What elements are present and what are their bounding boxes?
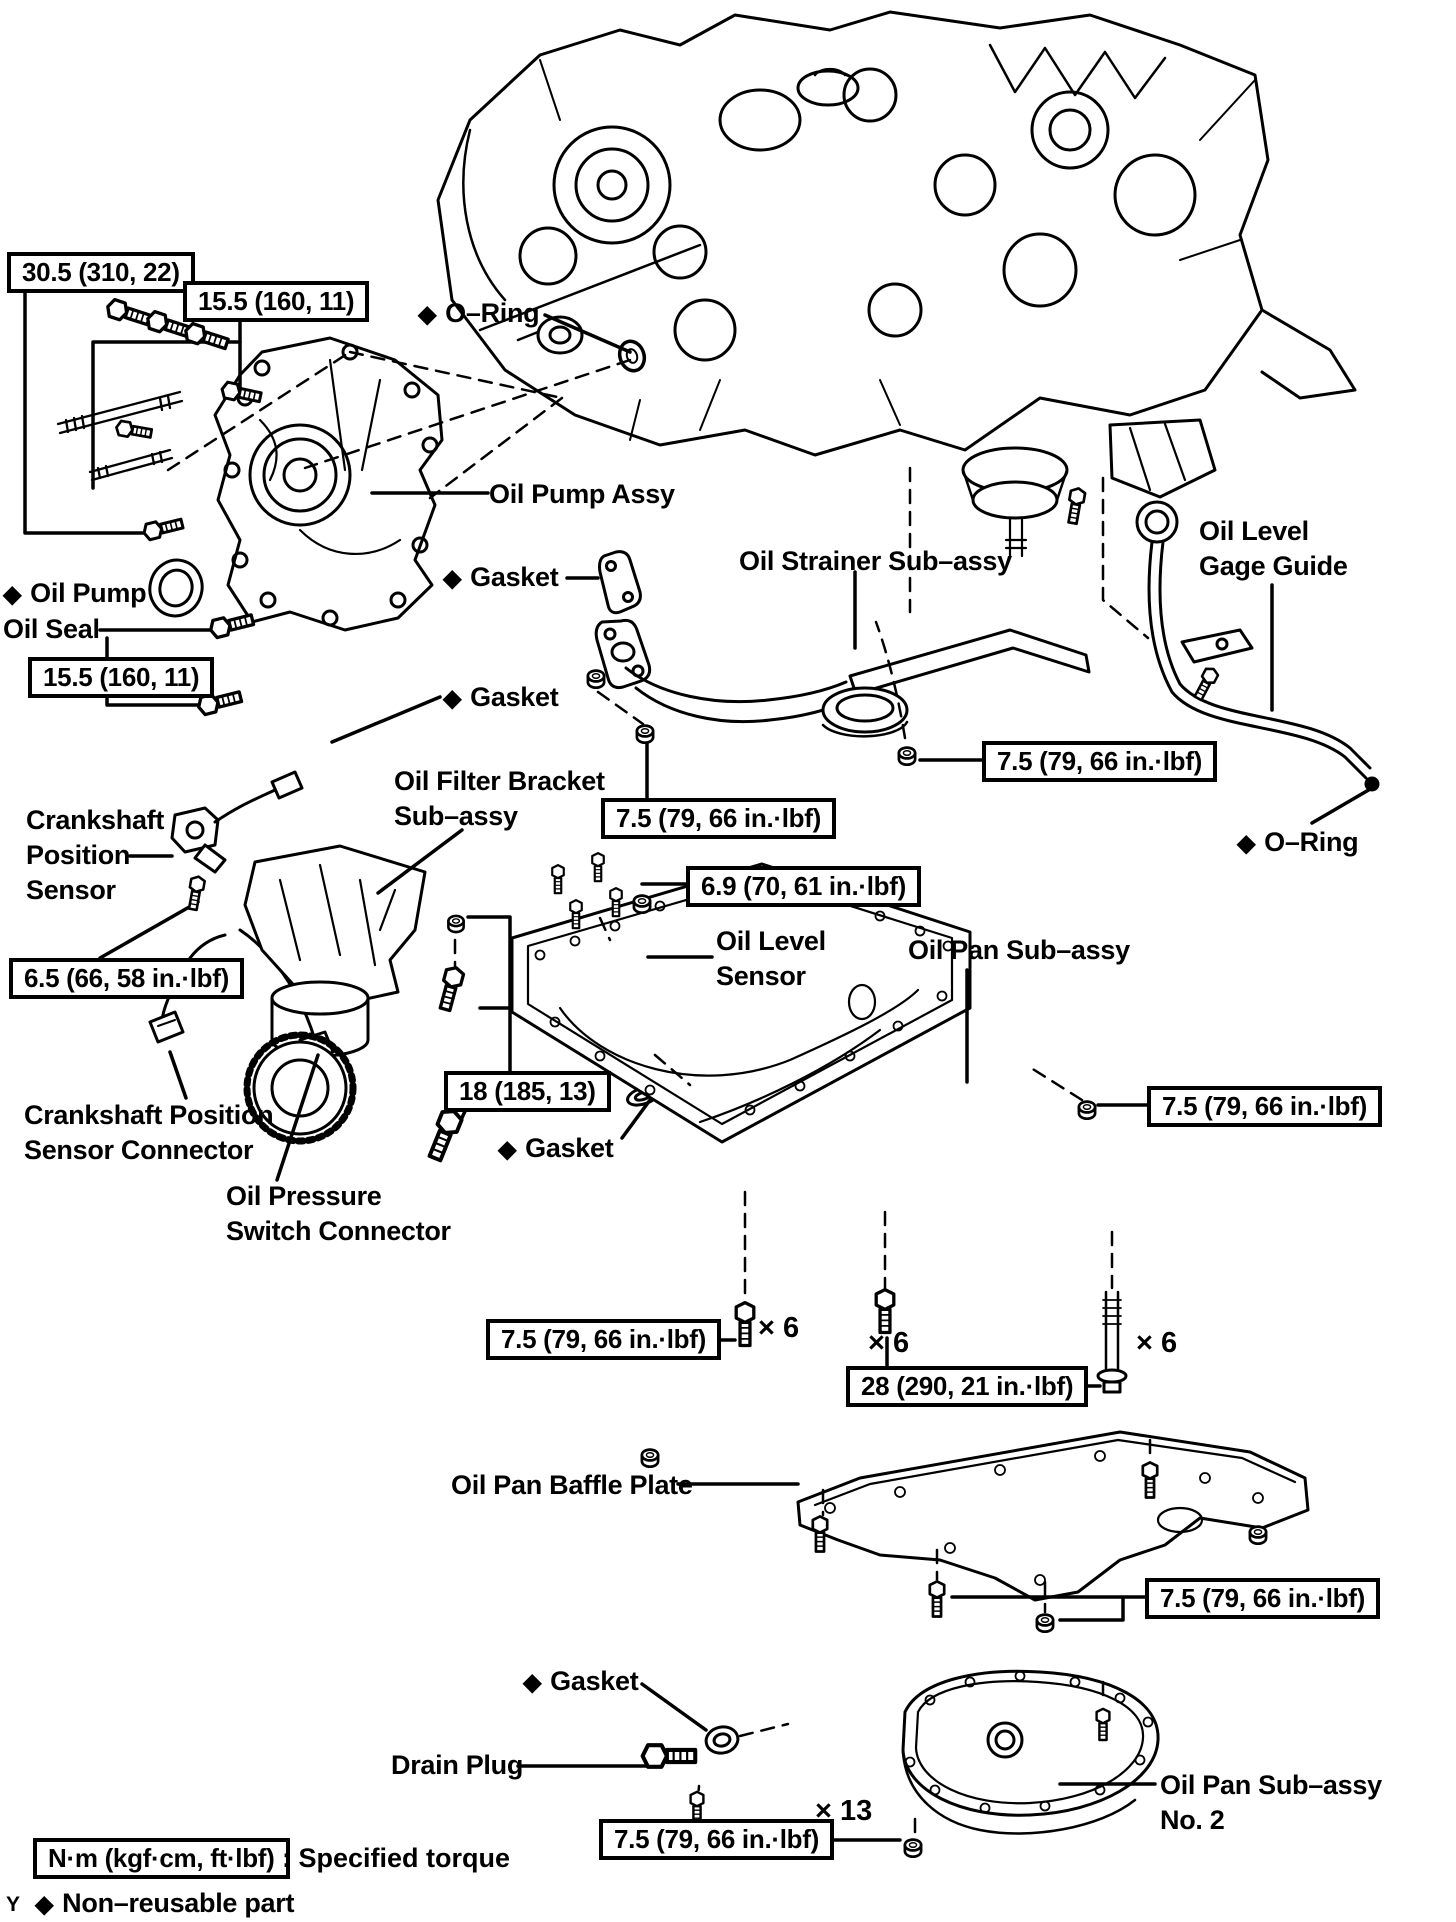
torque-box-7-5-pan-bolts: 7.5 (79, 66 in.·lbf) (486, 1319, 721, 1360)
oil-pan-subassy-no2-art (903, 1671, 1158, 1833)
legend-torque-caption: : Specified torque (282, 1843, 511, 1873)
non-reusable-diamond-icon: ◆ (35, 1891, 54, 1918)
engine-block-art (438, 12, 1355, 556)
non-reusable-diamond-icon: ◆ (418, 301, 437, 328)
drain-plug-art (643, 1745, 696, 1767)
non-reusable-diamond-icon: ◆ (523, 1669, 542, 1696)
non-reusable-diamond-icon: ◆ (1237, 830, 1256, 857)
count-x6-pan-stud: × 6 (868, 1327, 910, 1359)
torque-box-18: 18 (185, 13) (444, 1071, 611, 1112)
engine-mount-insulator-art (963, 448, 1067, 556)
drain-plug-gasket-art (704, 1724, 741, 1756)
label-oil-pressure-switch-connector: Oil Pressure Switch Connector (226, 1181, 451, 1246)
count-x6-pan-bolt-short: × 6 (758, 1312, 800, 1344)
long-bolt-art (1098, 1292, 1126, 1392)
non-reusable-diamond-icon: ◆ (443, 565, 462, 592)
torque-box-28: 28 (290, 21 in.·lbf) (846, 1366, 1088, 1407)
label-gasket-oil-level-sensor: ◆ Gasket (498, 1133, 614, 1163)
legend-torque-unit-box: N·m (kgf·cm, ft·lbf) (33, 1838, 290, 1879)
label-oil-pan-subassy: Oil Pan Sub–assy (908, 935, 1130, 965)
label-crankshaft-position-sensor: Crankshaft Position Sensor (26, 805, 165, 905)
count-x6-pan-bolt-long: × 6 (1136, 1327, 1178, 1359)
torque-box-7-5-gage-guide: 7.5 (79, 66 in.·lbf) (982, 741, 1217, 782)
label-oil-pump-assy: Oil Pump Assy (489, 479, 675, 509)
label-gasket-strainer-lower: ◆ Gasket (443, 682, 559, 712)
legend-non-reusable: ◆ Non–reusable part (35, 1888, 295, 1918)
oil-pan-baffle-plate-art (798, 1432, 1308, 1600)
oil-strainer-art (626, 630, 1089, 736)
label-gasket-strainer-upper: ◆ Gasket (443, 562, 559, 592)
torque-box-7-5-baffle: 7.5 (79, 66 in.·lbf) (1145, 1578, 1380, 1619)
label-oil-pump-oil-seal: ◆ Oil Pump Oil Seal (3, 578, 147, 644)
label-gasket-drain-plug: ◆ Gasket (523, 1666, 639, 1696)
label-crankshaft-position-sensor-connector: Crankshaft Position Sensor Connector (24, 1100, 274, 1165)
label-oil-pan-baffle-plate: Oil Pan Baffle Plate (451, 1470, 693, 1500)
strainer-gasket-art (600, 552, 641, 613)
oil-filter-bracket-art (245, 846, 425, 1141)
non-reusable-diamond-icon: ◆ (498, 1136, 517, 1163)
torque-box-7-5-oil-pan: 7.5 (79, 66 in.·lbf) (1147, 1086, 1382, 1127)
non-reusable-diamond-icon: ◆ (443, 685, 462, 712)
label-oil-pan-subassy-no2: Oil Pan Sub–assy No. 2 (1160, 1770, 1382, 1835)
torque-box-15-5-left: 15.5 (160, 11) (28, 657, 214, 698)
torque-box-7-5-strainer: 7.5 (79, 66 in.·lbf) (601, 798, 836, 839)
oil-pump-assy-art (215, 338, 442, 630)
oil-pump-oil-seal-art (144, 555, 208, 622)
torque-box-6-5: 6.5 (66, 58 in.·lbf) (9, 958, 244, 999)
torque-box-7-5-pan-no2: 7.5 (79, 66 in.·lbf) (599, 1819, 834, 1860)
non-reusable-diamond-icon: ◆ (3, 581, 22, 608)
label-oil-level-gage-guide: Oil Level Gage Guide (1199, 516, 1348, 581)
count-x13-pan-no2-bolts: × 13 (815, 1795, 873, 1827)
label-o-ring-top: ◆ O–Ring (418, 298, 540, 328)
label-drain-plug: Drain Plug (391, 1750, 524, 1780)
page-marker: Y (6, 1893, 21, 1916)
mount-bracket-art (1110, 420, 1215, 497)
torque-box-15-5-top: 15.5 (160, 11) (183, 281, 369, 322)
label-oil-filter-bracket: Oil Filter Bracket Sub–assy (394, 766, 605, 831)
torque-box-30-5: 30.5 (310, 22) (7, 252, 195, 293)
label-o-ring-right: ◆ O–Ring (1237, 827, 1359, 857)
label-oil-strainer: Oil Strainer Sub–assy (739, 546, 1012, 576)
label-oil-level-sensor: Oil Level Sensor (716, 926, 826, 991)
torque-box-6-9: 6.9 (70, 61 in.·lbf) (686, 866, 921, 907)
